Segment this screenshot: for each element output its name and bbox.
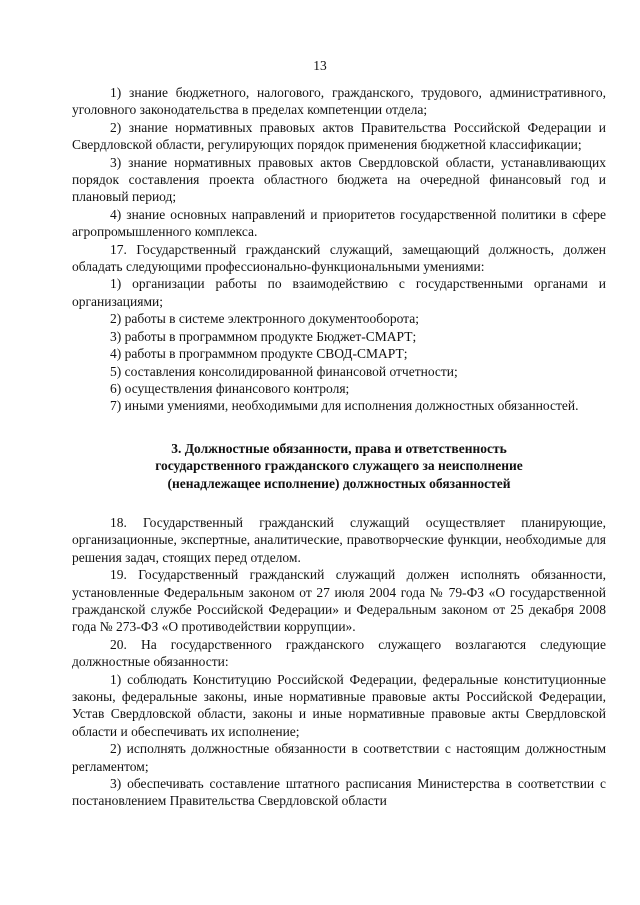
section-heading-line: государственного гражданского служащего за неисполнение: [155, 458, 523, 474]
clause-18: 18. Государственный гражданский служащий осуществляет планирующие, организационные, экспертные, аналитические, правотворческие функции, необходимые для решения задач, стоящих перед отделом.: [72, 514, 606, 565]
clause-17: 17. Государственный гражданский служащий, замещающий должность, должен обладать следующими профессионально-функциональными умениями:: [72, 241, 606, 275]
list-item: 1) организации работы по взаимодействию с государственными органами и организациями;: [72, 276, 606, 309]
list-item: 3) работы в программном продукте Бюджет-СМАРТ;: [110, 328, 417, 344]
list-item: 7) иными умениями, необходимыми для исполнения должностных обязанностей.: [110, 398, 579, 414]
section-heading-line: (ненадлежащее исполнение) должностных обязанностей: [167, 475, 511, 491]
list-item: 2) работы в системе электронного документооборота;: [110, 311, 419, 327]
list-item: 3) знание нормативных правовых актов Свердловской области, устанавливающих порядок составления проекта областного бюджета на очередной финансовый год и плановый период;: [72, 154, 606, 205]
list-item: 4) работы в программном продукте СВОД-СМАРТ;: [110, 346, 408, 362]
section-heading-line: 3. Должностные обязанности, права и ответственность: [171, 440, 507, 456]
clause-20: 20. На государственного гражданского служащего возлагаются следующие должностные обязанности:: [72, 636, 606, 670]
list-item: 6) осуществления финансового контроля;: [110, 380, 350, 396]
clause-19: 19. Государственный гражданский служащий должен исполнять обязанности, установленные Федеральным законом от 27 июля 2004 года № 79-ФЗ «О государственной гражданской службе Российской Федерации» и Федеральным законом от 25 декабря 2008 года № 273-ФЗ «О противодействии коррупции».: [72, 567, 606, 635]
list-item: 5) составления консолидированной финансовой отчетности;: [110, 363, 458, 379]
list-item: 3) обеспечивать составление штатного расписания Министерства в соответствии с постановлением Правительства Свердловской области: [72, 776, 606, 809]
document-body: [72, 84, 606, 810]
list-item: 2) исполнять должностные обязанности в соответствии с настоящим должностным регламентом;: [72, 741, 606, 774]
page-number: 13: [313, 58, 327, 73]
list-item: 4) знание основных направлений и приоритетов государственной политики в сфере агропромышленного комплекса.: [72, 206, 606, 240]
list-item: 2) знание нормативных правовых актов Правительства Российской Федерации и Свердловской области, регулирующих порядок применения бюджетной классификации;: [72, 119, 606, 153]
section-heading: [72, 440, 606, 492]
list-item: 1) знание бюджетного, налогового, гражданского, трудового, административного, уголовного законодательства в пределах компетенции отдела;: [72, 85, 606, 118]
list-item: 1) соблюдать Конституцию Российской Федерации, федеральные конституционные законы, федеральные законы, иные нормативные правовые акты Российской Федерации, Устав Свердловской области, законы и иные нормативные правовые акты Свердловской области и обеспечивать их исполнение;: [72, 671, 606, 739]
